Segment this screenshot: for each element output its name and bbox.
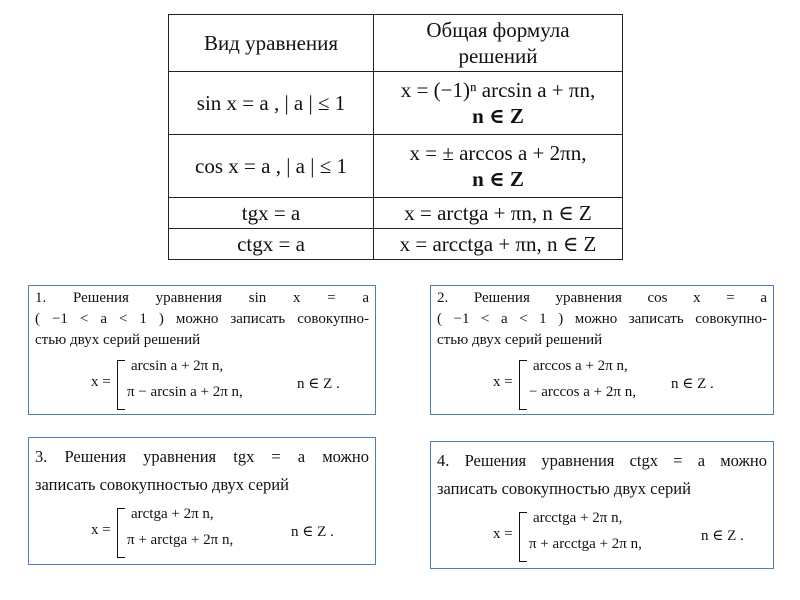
- header-equation-type: Вид уравнения: [169, 15, 374, 72]
- box-text: 3. Решения уравнения tgx = a можно записать совокупностью двух серий: [35, 447, 369, 494]
- table-row: [169, 72, 623, 135]
- solution-cell: x = arctga + πn, n ∈ Z: [374, 198, 623, 229]
- table-row: [169, 135, 623, 198]
- bracket: [519, 512, 527, 562]
- solution-box-ctg: [430, 441, 774, 569]
- series-formula: x = arcsin a + 2π n, π − arcsin a + 2π n, n ∈ Z .: [91, 358, 361, 410]
- header-formula-line1: Общая формула: [426, 18, 570, 42]
- box-text: 2. Решения уравнения cos x = a ( −1 < a < 1 ) можно записать совокупно- стью двух серий решений: [437, 290, 767, 348]
- formula-table: [168, 14, 623, 260]
- bracket: [117, 360, 125, 410]
- header-general-formula: [374, 15, 623, 72]
- solution-cell: x = arcctga + πn, n ∈ Z: [374, 229, 623, 260]
- box-text: 1. Решения уравнения sin x = a ( −1 < a < 1 ) можно записать совокупно- стью двух серий решений: [35, 290, 369, 348]
- equation-cell: cos x = a , | a | ≤ 1: [169, 135, 374, 198]
- header-formula-line2: решений: [458, 44, 538, 68]
- table-row: [169, 229, 623, 260]
- box-text: 4. Решения уравнения ctgx = a можно записать совокупностью двух серий: [437, 451, 767, 498]
- solution-cell: x = (−1)ⁿ arcsin a + πn, n ∈ Z: [374, 72, 623, 135]
- bracket: [519, 360, 527, 410]
- solution-box-cos: [430, 285, 774, 415]
- series-formula: x = arccos a + 2π n, − arccos a + 2π n, n ∈ Z .: [493, 358, 763, 410]
- series-formula: x = arcctga + 2π n, π + arcctga + 2π n, n ∈ Z .: [493, 510, 763, 562]
- equation-cell: ctgx = a: [169, 229, 374, 260]
- bracket: [117, 508, 125, 558]
- table-header-row: [169, 15, 623, 72]
- equation-cell: sin x = a , | a | ≤ 1: [169, 72, 374, 135]
- series-formula: x = arctga + 2π n, π + arctga + 2π n, n ∈ Z .: [91, 506, 361, 558]
- table-row: [169, 198, 623, 229]
- solution-cell: x = ± arccos a + 2πn, n ∈ Z: [374, 135, 623, 198]
- equation-cell: tgx = a: [169, 198, 374, 229]
- solution-box-tg: [28, 437, 376, 565]
- solution-box-sin: [28, 285, 376, 415]
